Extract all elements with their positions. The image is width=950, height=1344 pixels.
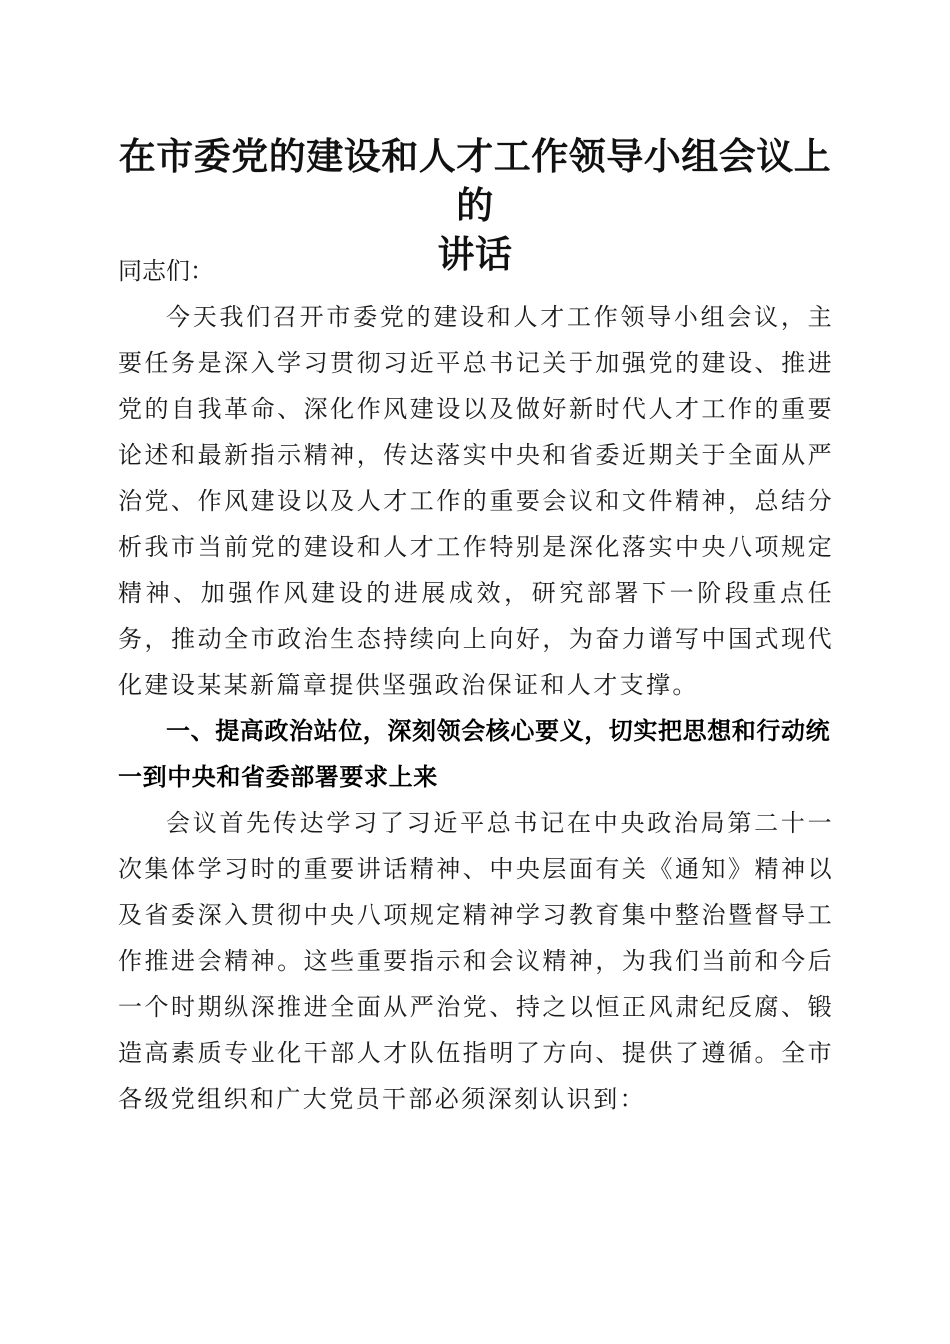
intro-paragraph: 今天我们召开市委党的建设和人才工作领导小组会议，主要任务是深入学习贯彻习近平总书记关于加强党的建设、推进党的自我革命、深化作风建设以及做好新时代人才工作的重要论述和最新指示精神，传达落实中央和省委近期关于全面从严治党、作风建设以及人才工作的重要会议和文件精神，总结分析我市当前党的建设和人才工作特别是深化落实中央八项规定精神、加强作风建设的进展成效，研究部署下一阶段重点任务，推动全市政治生态持续向上向好，为奋力谱写中国式现代化建设某某新篇章提供坚强政治保证和人才支撑。: [118, 303, 834, 699]
section-heading-1: 一、提高政治站位，深刻领会核心要义，切实把思想和行动统一到中央和省委部署要求上来: [118, 717, 831, 791]
salutation: 同志们：: [118, 257, 214, 285]
title-line-1: 在市委党的建设和人才工作领导小组会议上的: [118, 134, 832, 227]
section-1-paragraph: 会议首先传达学习了习近平总书记在中央政治局第二十一次集体学习时的重要讲话精神、中央层面有关《通知》精神以及省委深入贯彻中央八项规定精神学习教育集中整治暨督导工作推进会精神。这些重要指示和会议精神，为我们当前和今后一个时期纵深推进全面从严治党、持之以恒正风肃纪反腐、锻造高素质专业化干部人才队伍指明了方向、提供了遵循。全市各级党组织和广大党员干部必须深刻认识到：: [118, 809, 834, 1113]
title-line-2: 讲话: [437, 232, 513, 276]
document-body: [118, 248, 834, 1122]
